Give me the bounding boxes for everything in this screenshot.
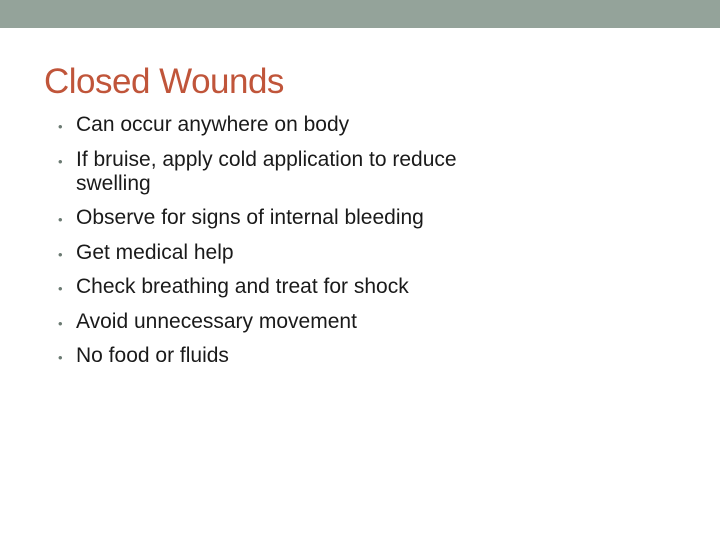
- bullet-text: Can occur anywhere on body: [76, 113, 350, 136]
- bullet-text: No food or fluids: [76, 344, 229, 367]
- bullet-marker: •: [58, 246, 63, 262]
- bullet-text: Get medical help: [76, 240, 234, 264]
- bullet-text: Check breathing and treat for shock: [76, 275, 409, 298]
- slide-top-band: [0, 0, 720, 28]
- slide-title: Closed Wounds: [44, 62, 284, 101]
- bullet-text: Observe for signs of internal bleeding: [76, 206, 424, 229]
- bullet-item: [58, 344, 498, 368]
- bullet-text: If bruise, apply cold application to reduce swelling: [76, 147, 457, 195]
- bullet-marker: •: [58, 281, 63, 296]
- bullet-item: [58, 310, 498, 334]
- bullet-marker: •: [58, 153, 63, 169]
- bullet-item: [58, 275, 498, 299]
- bullet-item: [58, 113, 498, 137]
- bullet-marker: •: [58, 350, 63, 365]
- bullet-marker: •: [58, 119, 63, 134]
- bullet-marker: •: [58, 212, 63, 227]
- bullet-item: [58, 148, 498, 196]
- bullet-marker: •: [58, 315, 63, 331]
- bullet-list: [58, 113, 498, 379]
- bullet-text: Avoid unnecessary movement: [76, 309, 357, 333]
- bullet-item: [58, 241, 498, 265]
- bullet-item: [58, 206, 498, 230]
